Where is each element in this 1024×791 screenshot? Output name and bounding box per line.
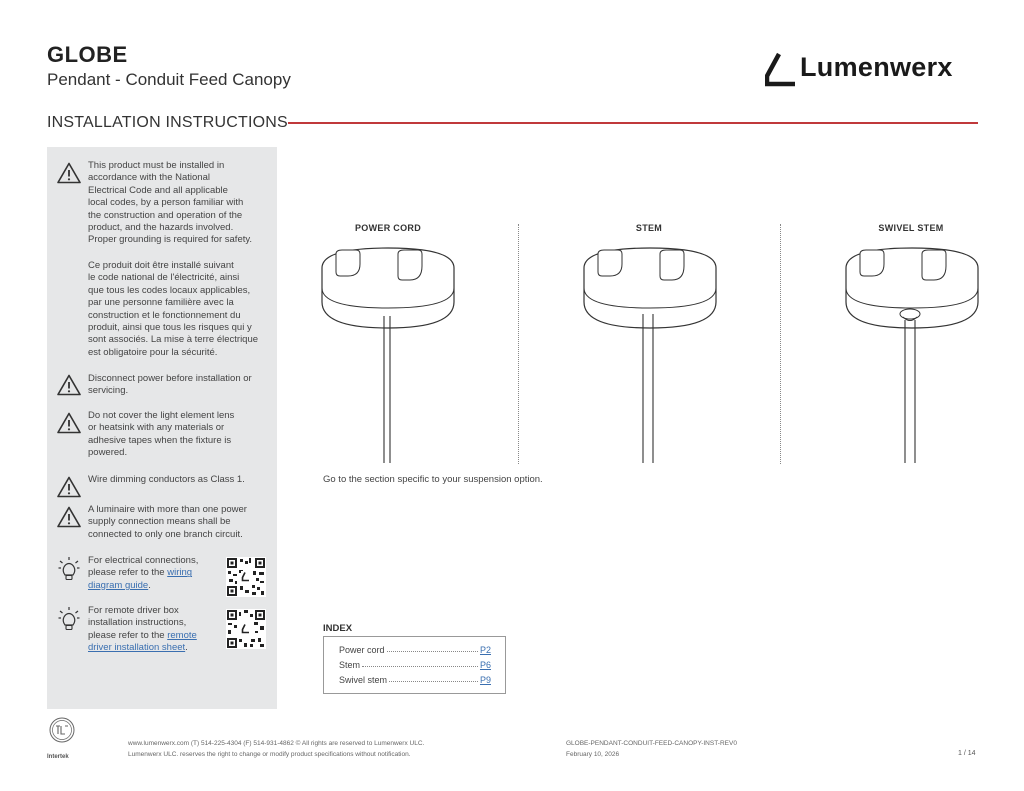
lightbulb-icon [58, 556, 80, 582]
index-row[interactable]: Power cord P2 [339, 645, 491, 655]
warning-class-1: Wire dimming conductors as Class 1. [88, 474, 245, 485]
wiring-diagram-link[interactable]: wiring [167, 567, 193, 579]
stem-canopy-illustration [580, 238, 720, 468]
warning-disconnect-power: Disconnect power before installation or servicing. [88, 373, 252, 397]
remote-driver-link[interactable]: remote [167, 629, 197, 641]
index-page-link[interactable]: P6 [479, 660, 491, 670]
page-number: 1 / 14 [958, 750, 976, 757]
tip-wiring-diagram: For electrical connections, please refer to the wiring diagram guide. [88, 555, 199, 591]
index-page-link[interactable]: P9 [479, 675, 491, 685]
option-divider [518, 224, 519, 464]
warning-do-not-cover: Do not cover the light element lens or heatsink with any materials or adhesive tapes when the fixture is powered. [88, 410, 235, 459]
section-title: INSTALLATION INSTRUCTIONS [47, 114, 288, 131]
warning-branch-circuit: A luminaire with more than one power supply connection means shall be connected to only one branch circuit. [88, 504, 247, 540]
footer-doc-info: GLOBE-PENDANT-CONDUIT-FEED-CANOPY-INST-REV0 February 10, 2026 [566, 740, 737, 758]
section-divider [288, 122, 978, 124]
index-page-link[interactable]: P2 [479, 645, 491, 655]
qr-code-remote-driver[interactable] [226, 609, 266, 649]
warning-icon [57, 412, 81, 434]
power-cord-canopy-illustration [318, 238, 458, 468]
option-label-swivel-stem: SWIVEL STEM [878, 223, 944, 233]
option-divider [780, 224, 781, 464]
index-row[interactable]: Stem P6 [339, 660, 491, 670]
cert-label: Intertek [47, 754, 69, 760]
brand-name: Lumenwerx [800, 52, 953, 82]
qr-code-wiring[interactable] [226, 557, 266, 597]
option-label-stem: STEM [635, 223, 663, 233]
product-subtitle: Pendant - Conduit Feed Canopy [47, 70, 291, 89]
warning-icon [57, 162, 81, 184]
product-title: GLOBE [47, 42, 128, 67]
warning-text-en: This product must be installed in accordance with the National Electrical Code and all applicable local codes, by a person familiar with the construction and operation of the product, and the hazards involved. Proper grounding is required for safety. [88, 160, 253, 246]
index-row[interactable]: Swivel stem P9 [339, 675, 491, 685]
warning-icon [57, 374, 81, 396]
tip-remote-driver: For remote driver box installation instructions, please refer to the remote driver installation sheet. [88, 605, 197, 654]
index-title: INDEX [323, 623, 353, 634]
swivel-stem-canopy-illustration [842, 238, 982, 468]
footer-contact: www.lumenwerx.com (T) 514-225-4304 (F) 514-931-4862 © All rights are reserved to Lumenwerx ULC. Lumenwerx ULC. reserves the right to change or modify product specifications without notification. [128, 740, 425, 758]
lightbulb-icon [58, 606, 80, 632]
warning-text-fr: Ce produit doit être installé suivant le code national de l'électricité, ainsi que tous les codes locaux applicables, par une personne familière avec la construction et le fonctionnement du produit, ainsi que tous les risques qui y sont associés. La mise à terre électrique est obligatoire pour la sécurité. [88, 260, 259, 358]
index-table [323, 636, 506, 694]
instruction-text: Go to the section specific to your suspension option. [323, 474, 543, 485]
warning-icon [57, 506, 81, 528]
option-label-power-cord: POWER CORD [355, 223, 421, 233]
wiring-diagram-link-cont[interactable]: diagram guide [88, 579, 149, 591]
warning-icon [57, 476, 81, 498]
etl-certification-mark [47, 716, 77, 756]
remote-driver-link-cont[interactable]: driver installation sheet [88, 642, 186, 654]
